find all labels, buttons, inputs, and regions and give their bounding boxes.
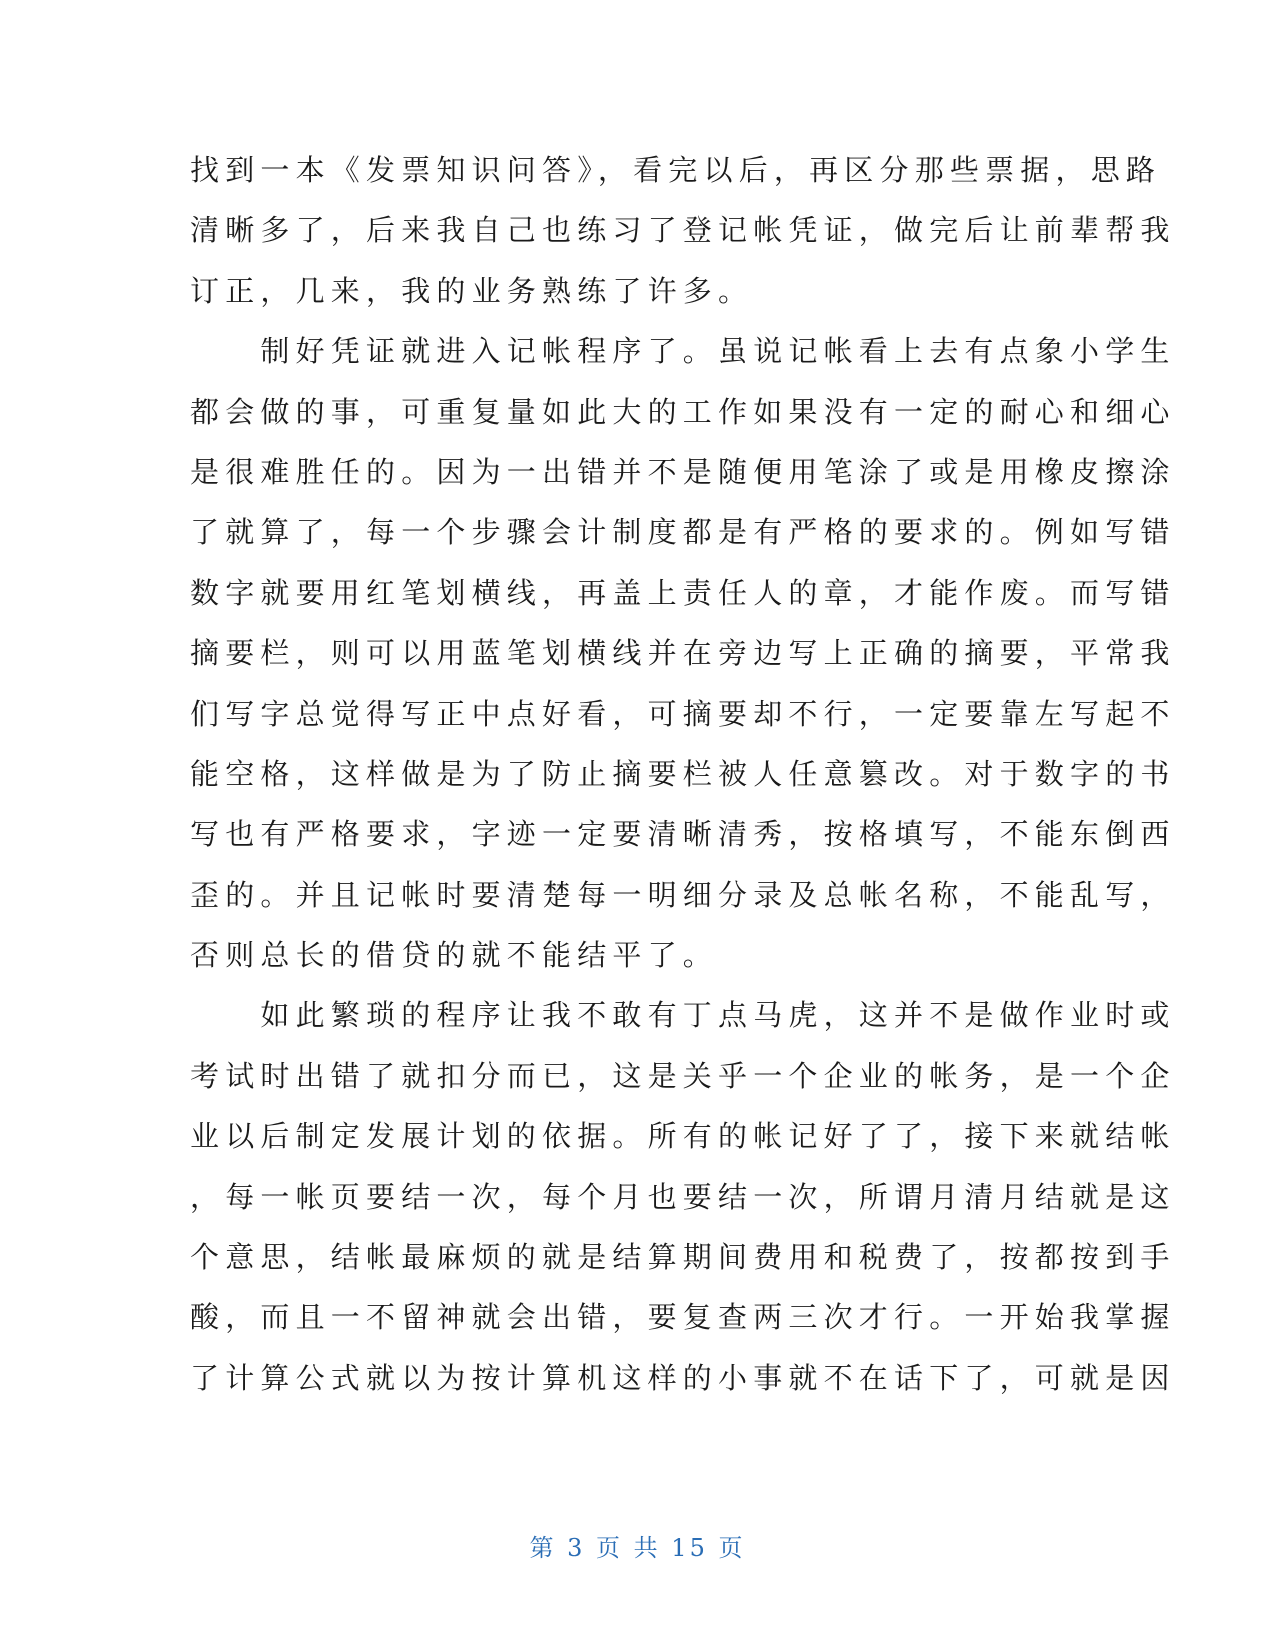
text-line: 制好凭证就进入记帐程序了。虽说记帐看上去有点象小学生 bbox=[190, 334, 1176, 369]
text-line: 了就算了，每一个步骤会计制度都是有严格的要求的。例如写错 bbox=[190, 515, 1176, 550]
text-line: 否则总长的借贷的就不能结平了。 bbox=[190, 938, 719, 973]
text-line: 如此繁琐的程序让我不敢有丁点马虎，这并不是做作业时或 bbox=[190, 998, 1176, 1033]
text-line: 们写字总觉得写正中点好看，可摘要却不行，一定要靠左写起不 bbox=[190, 696, 1176, 731]
text-line: 了计算公式就以为按计算机这样的小事就不在话下了，可就是因 bbox=[190, 1360, 1176, 1395]
page-number-footer: 第 3 页 共 15 页 bbox=[529, 1534, 746, 1562]
body-text bbox=[190, 140, 1176, 1408]
text-line: 摘要栏，则可以用蓝笔划横线并在旁边写上正确的摘要，平常我 bbox=[190, 636, 1176, 671]
text-line: 歪的。并且记帐时要清楚每一明细分录及总帐名称，不能乱写， bbox=[190, 877, 1176, 912]
text-line: 是很难胜任的。因为一出错并不是随便用笔涂了或是用橡皮擦涂 bbox=[190, 454, 1176, 489]
text-line: 能空格，这样做是为了防止摘要栏被人任意篡改。对于数字的书 bbox=[190, 756, 1176, 791]
text-line: 酸，而且一不留神就会出错，要复查两三次才行。一开始我掌握 bbox=[190, 1300, 1176, 1335]
text-line: 数字就要用红笔划横线，再盖上责任人的章，才能作废。而写错 bbox=[190, 575, 1176, 610]
text-line: 写也有严格要求，字迹一定要清晰清秀，按格填写，不能东倒西 bbox=[190, 817, 1176, 852]
text-line: 业以后制定发展计划的依据。所有的帐记好了了，接下来就结帐 bbox=[190, 1119, 1176, 1154]
text-line: 订正，几来，我的业务熟练了许多。 bbox=[190, 273, 754, 308]
text-line: 清晰多了，后来我自己也练习了登记帐凭证，做完后让前辈帮我 bbox=[190, 213, 1176, 248]
text-line: 考试时出错了就扣分而已，这是关乎一个企业的帐务，是一个企 bbox=[190, 1058, 1176, 1093]
text-line: 个意思，结帐最麻烦的就是结算期间费用和税费了，按都按到手 bbox=[190, 1240, 1176, 1275]
text-line: ，每一帐页要结一次，每个月也要结一次，所谓月清月结就是这 bbox=[190, 1179, 1176, 1214]
text-line: 都会做的事，可重复量如此大的工作如果没有一定的耐心和细心 bbox=[190, 394, 1176, 429]
text-line: 找到一本《发票知识问答》，看完以后，再区分那些票据，思路 bbox=[190, 153, 1162, 187]
